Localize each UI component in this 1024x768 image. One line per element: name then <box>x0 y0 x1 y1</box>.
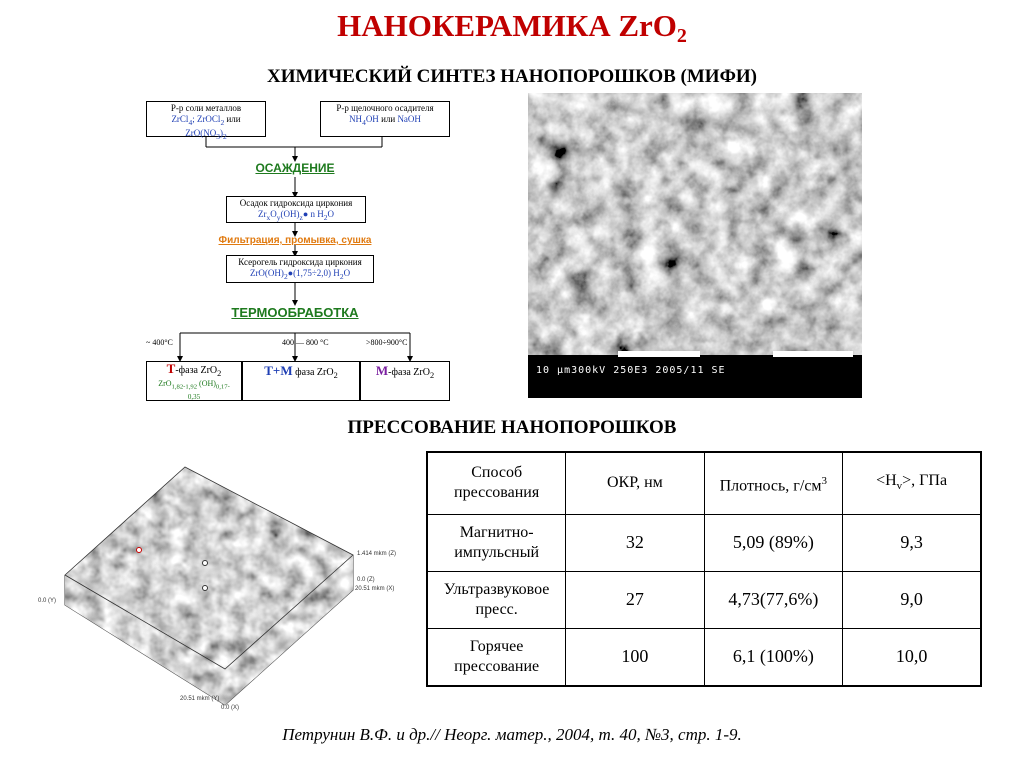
cell-method: Горячее прессование <box>427 628 566 686</box>
header-density: Плотнось, $г/см^3$ <box>704 452 843 514</box>
alkali-line2: $NH_4OH$ или NaOH <box>349 114 421 127</box>
phase-t-box <box>146 361 242 401</box>
afm-y-bottom-label: 20.51 mkm (Y) <box>180 696 220 702</box>
scale-bar <box>618 351 700 357</box>
alkali-box <box>320 101 450 137</box>
xerogel-line2: $ZrO(OH)_2●(1,75\div 2,0)$ $H_2O$ <box>249 268 351 281</box>
step-filtration: Фильтрация, промывка, сушка <box>218 235 372 246</box>
afm-y0-label: 0.0 (Y) <box>38 598 57 604</box>
header-method: Способ прессования <box>427 452 566 514</box>
afm-z-top-label: 1.414 mkm (Z) <box>357 551 397 557</box>
xerogel-line1: Ксерогель гидроксида циркония <box>238 257 362 267</box>
synthesis-heading: ХИМИЧЕСКИЙ СИНТЕЗ НАНОПОРОШКОВ (МИФИ) <box>267 66 757 87</box>
cell-hardness: 9,3 <box>843 514 981 571</box>
cell-okr: 100 <box>566 628 704 686</box>
table-header-row <box>427 452 981 514</box>
marker-point <box>203 561 208 566</box>
cell-density: 5,09 (89%) <box>704 514 843 571</box>
temp-right: >800÷900°C <box>366 338 408 347</box>
phase-t-line1: Т-фаза ZrO$_2$ <box>166 361 222 378</box>
step-thermal: ТЕРМООБРАБОТКА <box>231 305 359 320</box>
afm-surface <box>35 455 415 715</box>
table-row <box>427 514 981 571</box>
afm-x-right-label: 20.51 mkm (X) <box>355 586 395 592</box>
cell-density: 6,1 (100%) <box>704 628 843 686</box>
hydroxide-box <box>226 196 366 223</box>
sem-texture <box>528 93 862 398</box>
xerogel-box <box>226 255 374 283</box>
phase-t-line3: 0,35 <box>187 392 201 401</box>
synthesis-flowchart <box>140 95 460 405</box>
salt-line3: $ZrO(NO_3)_2$ <box>185 127 227 141</box>
page-title: НАНОКЕРАМИКА ZrO$_2$ <box>337 8 687 47</box>
table-row <box>427 628 981 686</box>
temp-left: ~ 400°C <box>146 338 173 347</box>
sem-micrograph <box>528 93 862 398</box>
header-hardness: $<H_v>$, ГПа <box>843 452 981 514</box>
cell-hardness: 10,0 <box>843 628 981 686</box>
step-precipitation: ОСАЖДЕНИЕ <box>255 161 335 175</box>
cell-density: 4,73(77,6%) <box>704 571 843 628</box>
alkali-line1: Р-р щелочного осадителя <box>336 103 434 113</box>
cell-method: Ультразвуковое пресс. <box>427 571 566 628</box>
temp-mid: 400 — 800 °C <box>282 338 329 347</box>
pressing-table <box>426 451 982 687</box>
marker-point <box>137 548 142 553</box>
salt-line1: Р-р соли металлов <box>170 103 242 113</box>
salt-line2: ZrCl$_4$; ZrOCl$_2$ или <box>171 114 241 127</box>
pressing-heading: ПРЕССОВАНИЕ НАНОПОРОШКОВ <box>347 417 677 438</box>
table-row <box>427 571 981 628</box>
afm-surface-plot <box>35 455 415 715</box>
header-okr: ОКР, нм <box>566 452 704 514</box>
cell-hardness: 9,0 <box>843 571 981 628</box>
afm-x0-label: 0.0 (X) <box>221 705 240 711</box>
phase-m-box: М-фаза ZrO$_2$ <box>360 361 450 401</box>
cell-method: Магнитно-импульсный <box>427 514 566 571</box>
hydroxide-line1: Осадок гидроксида циркония <box>239 198 353 208</box>
marker-point <box>203 586 208 591</box>
citation: Петрунин В.Ф. и др.// Неорг. матер., 2004, т. 40, №3, стр. 1-9. <box>282 725 742 744</box>
phase-t-line2: ZrO$_{1,82-1,92}$ $(OH)_{0,17-}$ <box>158 379 230 391</box>
sem-caption: 10 µm300kV 250E3 2005/11 SE <box>536 365 726 376</box>
phase-tm-box: Т+М фаза ZrO$_2$ <box>242 361 360 401</box>
metal-salt-box <box>146 101 266 141</box>
cell-okr: 32 <box>566 514 704 571</box>
hydroxide-line2: $Zr_xO_y(OH)_z●$ n $H_2O$ <box>257 209 335 222</box>
cell-okr: 27 <box>566 571 704 628</box>
afm-z0-label: 0.0 (Z) <box>357 577 375 583</box>
